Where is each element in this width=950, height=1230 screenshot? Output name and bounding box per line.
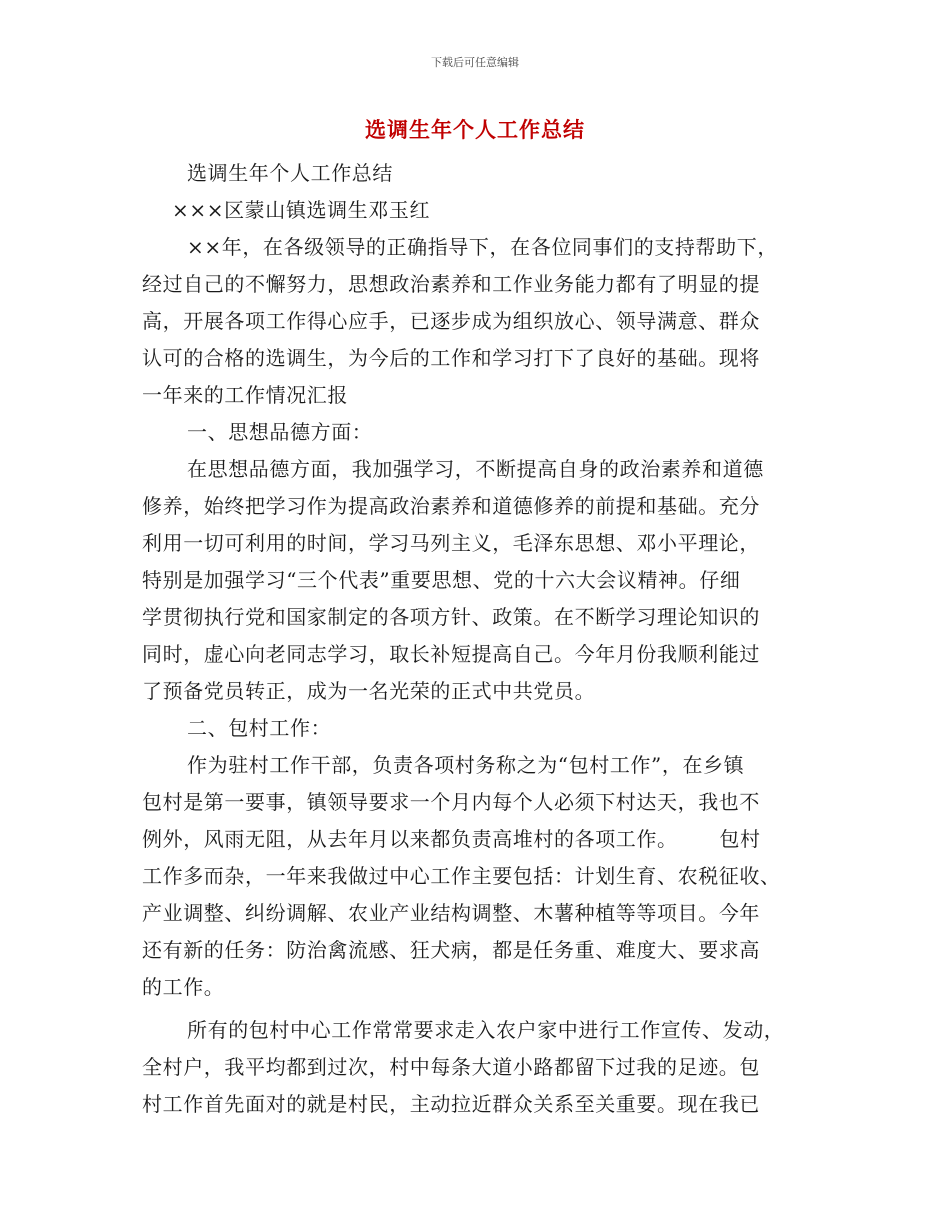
text-line: 例外，风雨无阻，从去年月以来都负责高堆村的各项工作。 包村 [142,827,761,851]
text-line: ×××区蒙山镇选调生邓玉红 [172,198,431,222]
text-line: 一年来的工作情况汇报 [142,383,348,407]
text-line: 村工作首先面对的就是村民，主动拉近群众关系至关重要。现在我已 [142,1092,760,1116]
text-line: 经过自己的不懈努力，思想政治素养和工作业务能力都有了明显的提 [142,272,760,296]
text-line: 全村户，我平均都到过次，村中每条大道小路都留下过我的足迹。包 [142,1055,760,1079]
text-line: 工作多而杂，一年来我做过中心工作主要包括：计划生育、农税征收、 [142,864,781,888]
text-line: 所有的包村中心工作常常要求走入农户家中进行工作宣传、发动， [187,1018,785,1042]
text-line: 了预备党员转正，成为一名光荣的正式中共党员。 [142,679,596,703]
text-line: 选调生年个人工作总结 [187,161,393,185]
text-line: 一、思想品德方面： [187,420,373,444]
text-line: 特别是加强学习“三个代表”重要思想、党的十六大会议精神。仔细 [142,568,741,592]
text-line: 同时，虚心向老同志学习，取长补短提高自己。今年月份我顺利能过 [142,642,760,666]
text-line: 学贯彻执行党和国家制定的各项方针、政策。在不断学习理论知识的 [142,605,760,629]
text-line: ××年，在各级领导的正确指导下，在各位同事们的支持帮助下， [187,235,778,259]
text-line: 利用一切可利用的时间，学习马列主义，毛泽东思想、邓小平理论， [142,531,760,555]
text-line: 修养，始终把学习作为提高政治素养和道德修养的前提和基础。充分 [142,494,760,518]
text-line: 二、包村工作： [187,716,332,740]
text-line: 产业调整、纠纷调解、农业产业结构调整、木薯种植等等项目。今年 [142,901,760,925]
text-line: 作为驻村工作干部，负责各项村务称之为“包村工作”，在乡镇 [187,753,745,777]
document-body [142,155,807,1123]
text-line: 高，开展各项工作得心应手，已逐步成为组织放心、领导满意、群众 [142,309,760,333]
header-note: 下载后可任意编辑 [431,56,519,69]
text-line: 还有新的任务：防治禽流感、狂犬病，都是任务重、难度大、要求高 [142,938,760,962]
document-title: 选调生年个人工作总结 [365,118,585,142]
text-line: 包村是第一要事，镇领导要求一个月内每个人必须下村达天，我也不 [142,790,760,814]
text-line: 的工作。 [142,975,225,999]
text-line: 在思想品德方面，我加强学习，不断提高自身的政治素养和道德 [187,457,764,481]
text-line: 认可的合格的选调生，为今后的工作和学习打下了良好的基础。现将 [142,346,760,370]
